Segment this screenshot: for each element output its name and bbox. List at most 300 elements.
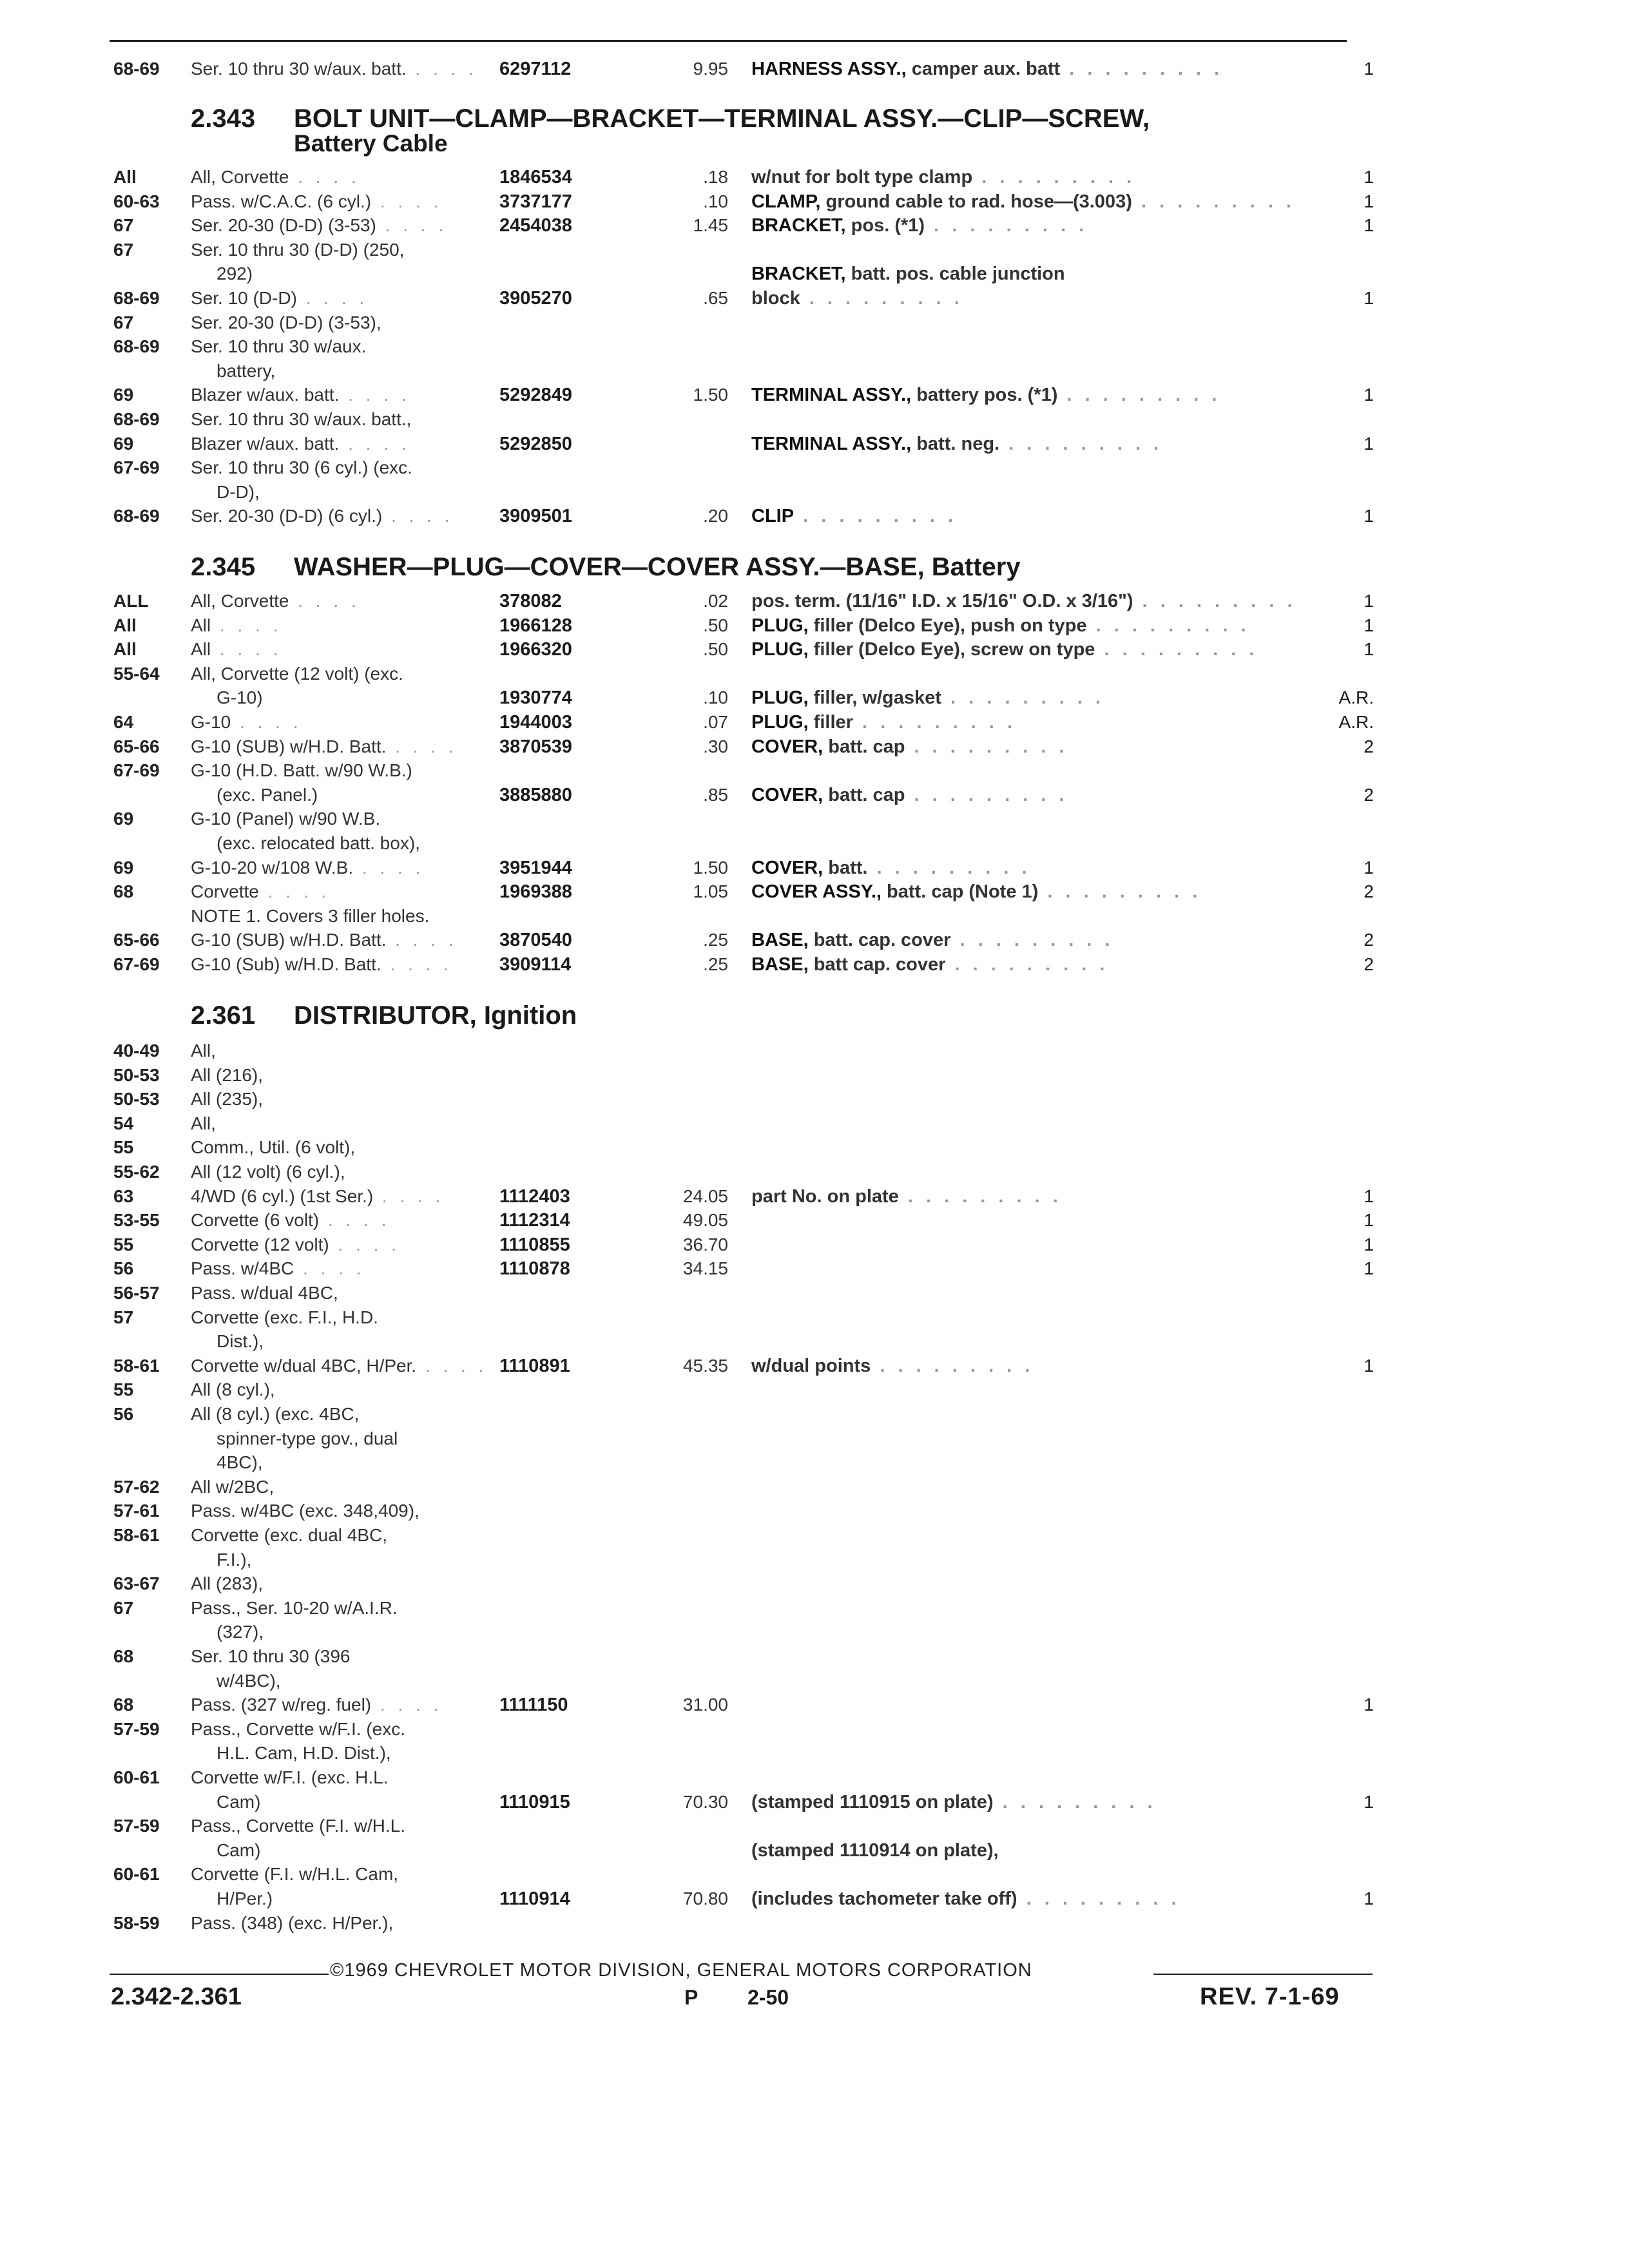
top-rule xyxy=(110,40,1347,42)
part-number: 5292849 xyxy=(499,385,572,406)
list-price: 34.15 xyxy=(682,1258,728,1279)
application: Ser. 20-30 (D-D) (3-53) . . . . xyxy=(191,215,448,236)
quantity: 1 xyxy=(1364,167,1374,187)
application: Corvette w/F.I. (exc. H.L. xyxy=(191,1767,389,1787)
parts-row xyxy=(0,383,1629,407)
part-name: TERMINAL ASSY., xyxy=(751,385,912,406)
part-number: 3909501 xyxy=(499,506,572,527)
application: Ser. 10 thru 30 w/aux. batt. . . . . xyxy=(191,59,477,79)
parts-row xyxy=(0,1087,1629,1111)
part-number: 1110891 xyxy=(499,1355,570,1376)
parts-row xyxy=(0,1814,1629,1838)
model-years: 67 xyxy=(113,1597,134,1618)
model-years: 68 xyxy=(113,1695,134,1715)
application: Ser. 10 thru 30 (D-D) (250, xyxy=(191,239,405,260)
application: Blazer w/aux. batt. . . . . xyxy=(191,385,410,405)
list-price: .25 xyxy=(703,954,728,974)
quantity: 1 xyxy=(1364,1258,1374,1279)
leader-dots: . . . . . . . . . xyxy=(1038,881,1202,903)
list-price: .10 xyxy=(703,687,728,708)
page-letter: P xyxy=(684,1986,699,2009)
part-number: 1846534 xyxy=(499,167,572,187)
leader-dots: . . . . . . . . . xyxy=(999,433,1163,454)
part-detail: batt. cap (Note 1) xyxy=(881,881,1039,903)
model-years: 67 xyxy=(113,312,134,332)
description xyxy=(751,1790,1157,1814)
parts-row xyxy=(0,856,1629,880)
leader-dots: . . . . . . . . . xyxy=(867,857,1031,878)
footer-rule-left xyxy=(110,1974,329,1975)
part-name: TERMINAL ASSY., xyxy=(751,433,912,454)
application: Ser. 10 thru 30 (6 cyl.) (exc. xyxy=(191,457,412,478)
leader-dots: . . . . . . . . . xyxy=(800,288,963,309)
model-years: 68-69 xyxy=(113,506,160,526)
model-years: 57-61 xyxy=(113,1501,160,1521)
quantity: 1 xyxy=(1364,615,1374,635)
leader-dots: . . . . xyxy=(406,59,477,79)
leader-dots: . . . . . . . . . xyxy=(1057,385,1221,406)
parts-row xyxy=(0,1741,1629,1765)
parts-row xyxy=(0,928,1629,952)
part-number: 3737177 xyxy=(499,191,572,212)
model-years: 57-59 xyxy=(113,1718,160,1739)
part-number: 3870539 xyxy=(499,736,572,757)
application: Corvette (exc. F.I., H.D. xyxy=(191,1307,378,1327)
copyright-line: ©1969 CHEVROLET MOTOR DIVISION, GENERAL MOTORS CORPORATION xyxy=(330,1960,1032,1981)
list-price: 1.50 xyxy=(693,857,728,878)
application: 292) xyxy=(217,264,253,284)
parts-row xyxy=(0,1790,1629,1814)
leader-dots: . . . . . . . . . xyxy=(853,712,1016,733)
model-years: 67 xyxy=(113,239,134,260)
model-years: 68-69 xyxy=(113,59,160,79)
application: G-10) xyxy=(217,687,263,708)
quantity: 1 xyxy=(1364,1791,1374,1812)
model-years: 56-57 xyxy=(113,1283,160,1303)
application: Cam) xyxy=(217,1791,261,1812)
parts-row xyxy=(0,1499,1629,1523)
description xyxy=(751,213,1088,238)
part-name: COVER, xyxy=(751,784,824,805)
application: Ser. 10 thru 30 (396 xyxy=(191,1646,351,1666)
leader-dots: . . . . . . . . . xyxy=(905,784,1068,805)
leader-dots: . . . . xyxy=(376,215,448,236)
parts-row xyxy=(0,952,1629,977)
part-number: 5292850 xyxy=(499,433,572,454)
application: G-10 (Panel) w/90 W.B. xyxy=(191,809,381,829)
description xyxy=(751,189,1295,214)
model-years: ALL xyxy=(113,591,149,611)
application: H/Per.) xyxy=(217,1888,273,1908)
model-years: 69 xyxy=(113,857,134,878)
model-years: 56 xyxy=(113,1404,134,1424)
parts-row xyxy=(0,238,1629,262)
description xyxy=(751,783,1068,807)
application: All (235), xyxy=(191,1089,264,1110)
leader-dots: . . . . xyxy=(353,857,425,878)
application: (exc. relocated batt. box), xyxy=(217,833,420,853)
description xyxy=(751,383,1220,407)
leader-dots: . . . . . . . . . xyxy=(1060,59,1224,79)
parts-row xyxy=(0,879,1629,904)
parts-row xyxy=(0,589,1629,613)
leader-dots: . . . . . . . . . xyxy=(794,506,958,527)
list-price: 49.05 xyxy=(682,1210,728,1231)
part-detail: filler xyxy=(808,712,853,733)
model-years: All xyxy=(113,167,137,187)
leader-dots: . . . . xyxy=(289,167,360,187)
model-years: 69 xyxy=(113,385,134,405)
application: NOTE 1. Covers 3 filler holes. xyxy=(191,905,430,926)
parts-row xyxy=(0,1523,1629,1548)
application: Corvette (exc. dual 4BC, xyxy=(191,1525,388,1545)
model-years: 67 xyxy=(113,215,134,236)
model-years: 69 xyxy=(113,809,134,829)
parts-row xyxy=(0,480,1629,505)
leader-dots: . . . . xyxy=(371,191,443,211)
model-years: 53-55 xyxy=(113,1210,160,1231)
leader-dots: . . . . . . . . . xyxy=(898,1186,1062,1207)
application: Corvette (12 volt) . . . . xyxy=(191,1234,400,1254)
part-number: 3885880 xyxy=(499,784,572,805)
leader-dots: . . . . xyxy=(382,506,454,526)
parts-row xyxy=(0,334,1629,359)
part-detail: batt. xyxy=(823,857,868,878)
description xyxy=(751,856,1031,880)
model-years: 57-59 xyxy=(113,1816,160,1836)
part-detail: batt. cap. cover xyxy=(808,930,951,951)
application: F.I.), xyxy=(217,1549,252,1570)
application: 4/WD (6 cyl.) (1st Ser.) . . . . xyxy=(191,1186,445,1206)
list-price: 45.35 xyxy=(682,1355,728,1376)
application: 4BC), xyxy=(217,1452,263,1473)
leader-dots: . . . . . . . . . xyxy=(972,167,1136,187)
part-detail: w/nut for bolt type clamp xyxy=(751,167,973,187)
application: D-D), xyxy=(217,481,260,502)
application: G-10 (Sub) w/H.D. Batt. . . . . xyxy=(191,954,452,974)
leader-dots: . . . . . . . . . xyxy=(1017,1888,1181,1909)
model-years: 60-61 xyxy=(113,1767,160,1787)
model-years: 68 xyxy=(113,881,134,902)
part-detail: batt. cap xyxy=(823,736,905,757)
parts-row xyxy=(0,1911,1629,1936)
application: G-10 (SUB) w/H.D. Batt. . . . . xyxy=(191,736,458,756)
part-detail: batt. pos. cable junction xyxy=(845,264,1065,285)
part-name: BASE, xyxy=(751,954,809,975)
part-detail: (stamped 1110915 on plate) xyxy=(751,1791,994,1812)
list-price: .02 xyxy=(703,591,728,611)
model-years: 60-63 xyxy=(113,191,160,211)
part-detail: camper aux. batt xyxy=(906,59,1061,79)
parts-row xyxy=(0,1039,1629,1063)
application: Ser. 10 (D-D) . . . . xyxy=(191,288,369,308)
application: (327), xyxy=(217,1622,264,1642)
model-years: 54 xyxy=(113,1113,134,1133)
leader-dots: . . . . xyxy=(373,1186,445,1206)
application: Blazer w/aux. batt. . . . . xyxy=(191,433,410,454)
list-price: .20 xyxy=(703,506,728,526)
model-years: 65-66 xyxy=(113,736,160,756)
parts-row xyxy=(0,1378,1629,1402)
description xyxy=(751,1838,999,1863)
part-detail: pos. (*1) xyxy=(845,215,925,236)
parts-row xyxy=(0,662,1629,686)
part-number: 3951944 xyxy=(499,857,572,878)
description xyxy=(751,637,1258,662)
parts-row xyxy=(0,1450,1629,1475)
quantity: 2 xyxy=(1364,784,1374,805)
model-years: 57-62 xyxy=(113,1476,160,1497)
parts-row xyxy=(0,165,1629,189)
list-price: .65 xyxy=(703,288,728,308)
list-price: .85 xyxy=(703,784,728,805)
model-years: 58-61 xyxy=(113,1355,160,1376)
application: spinner-type gov., dual xyxy=(217,1428,398,1448)
part-name: BASE, xyxy=(751,930,809,951)
model-years: 55-64 xyxy=(113,663,160,684)
part-detail: part No. on plate xyxy=(751,1186,899,1207)
leader-dots: . . . . . . . . . xyxy=(993,1791,1157,1812)
part-number: 378082 xyxy=(499,591,562,611)
leader-dots: . . . . xyxy=(381,954,452,974)
parts-row xyxy=(0,1838,1629,1863)
model-years: 55-62 xyxy=(113,1162,160,1182)
model-years: 68 xyxy=(113,1646,134,1666)
leader-dots: . . . . xyxy=(296,288,369,308)
part-name: COVER ASSY., xyxy=(751,881,882,903)
quantity: 2 xyxy=(1364,881,1374,902)
model-years: All xyxy=(113,639,137,660)
application: Corvette w/dual 4BC, H/Per. . . . . xyxy=(191,1355,488,1376)
quantity: 1 xyxy=(1364,59,1374,79)
leader-dots: . . . . xyxy=(339,433,410,454)
description xyxy=(751,735,1068,759)
application: Corvette . . . . xyxy=(191,881,331,902)
parts-row xyxy=(0,1571,1629,1596)
application: (exc. Panel.) xyxy=(217,784,318,805)
part-number: 1110878 xyxy=(499,1258,570,1280)
part-detail: batt. neg. xyxy=(911,433,1000,454)
application: Pass. (348) (exc. H/Per.), xyxy=(191,1912,394,1933)
quantity: 1 xyxy=(1364,1355,1374,1376)
application: Pass. w/4BC . . . . xyxy=(191,1258,365,1279)
quantity: 1 xyxy=(1364,288,1374,308)
description xyxy=(751,1184,1062,1209)
part-number: 3870540 xyxy=(499,930,572,951)
application: Pass., Corvette (F.I. w/H.L. xyxy=(191,1816,405,1836)
model-years: 55 xyxy=(113,1234,134,1254)
application: All . . . . xyxy=(191,639,282,660)
part-name: PLUG, xyxy=(751,639,809,660)
section-number: 2.361 xyxy=(191,1001,256,1030)
parts-row xyxy=(0,1354,1629,1378)
section-title: DISTRIBUTOR, Ignition xyxy=(294,1001,577,1030)
application: All w/2BC, xyxy=(191,1476,275,1497)
parts-row xyxy=(0,504,1629,528)
part-detail: filler, w/gasket xyxy=(808,687,941,709)
parts-row xyxy=(0,1281,1629,1305)
application: All (283), xyxy=(191,1573,264,1594)
application: All (8 cyl.), xyxy=(191,1379,275,1400)
parts-row xyxy=(0,1208,1629,1233)
part-number: 2454038 xyxy=(499,215,572,236)
model-years: 68-69 xyxy=(113,288,160,308)
application: Pass. w/4BC (exc. 348,409), xyxy=(191,1501,419,1521)
description xyxy=(751,710,1016,735)
application: G-10 (H.D. Batt. w/90 W.B.) xyxy=(191,760,412,781)
part-number: 3905270 xyxy=(499,288,572,309)
leader-dots: . . . . xyxy=(386,736,458,756)
description xyxy=(751,286,963,311)
application: All (8 cyl.) (exc. 4BC, xyxy=(191,1404,360,1424)
part-number: 3909114 xyxy=(499,954,572,975)
part-number: 6297112 xyxy=(499,59,572,79)
list-price: 1.45 xyxy=(693,215,728,236)
application: Cam) xyxy=(217,1840,261,1860)
part-detail: batt. cap xyxy=(823,784,905,805)
list-price: 9.95 xyxy=(693,59,728,79)
section-title: WASHER—PLUG—COVER—COVER ASSY.—BASE, Battery xyxy=(294,553,1021,581)
list-price: .30 xyxy=(703,736,728,756)
application: Ser. 10 thru 30 w/aux. batt., xyxy=(191,409,412,429)
parts-row xyxy=(0,613,1629,638)
parts-row xyxy=(0,831,1629,856)
leader-dots: . . . . xyxy=(211,615,282,635)
quantity: 1 xyxy=(1364,1888,1374,1908)
quantity: 1 xyxy=(1364,857,1374,878)
quantity: 2 xyxy=(1364,930,1374,950)
description xyxy=(751,165,1135,189)
description xyxy=(751,928,1113,952)
part-name: PLUG, xyxy=(751,687,809,709)
list-price: 1.50 xyxy=(693,385,728,405)
application: Pass. w/C.A.C. (6 cyl.) . . . . xyxy=(191,191,443,211)
parts-row xyxy=(0,1596,1629,1620)
application: w/4BC), xyxy=(217,1670,281,1691)
description xyxy=(751,952,1108,977)
parts-row xyxy=(0,189,1629,214)
parts-row xyxy=(0,710,1629,735)
model-years: 57 xyxy=(113,1307,134,1327)
model-years: 55 xyxy=(113,1137,134,1158)
quantity: 1 xyxy=(1364,639,1374,660)
model-years: 68-69 xyxy=(113,409,160,429)
parts-row xyxy=(0,1233,1629,1257)
part-detail: filler (Delco Eye), screw on type xyxy=(808,639,1095,660)
section-number: 2.345 xyxy=(191,553,256,581)
part-detail: pos. term. (11/16" I.D. x 15/16" O.D. x 3/16") xyxy=(751,591,1133,611)
model-years: 69 xyxy=(113,433,134,454)
application: All . . . . xyxy=(191,615,282,635)
leader-dots: . . . . xyxy=(371,1695,443,1715)
parts-row xyxy=(0,1135,1629,1160)
leader-dots: . . . . . . . . . xyxy=(1132,191,1295,212)
parts-row xyxy=(0,1693,1629,1717)
description xyxy=(751,879,1201,904)
footer-rule-right xyxy=(1153,1974,1373,1975)
model-years: 68-69 xyxy=(113,336,160,357)
parts-row xyxy=(0,783,1629,807)
part-name: PLUG, xyxy=(751,712,809,733)
list-price: .50 xyxy=(703,639,728,660)
list-price: 24.05 xyxy=(682,1186,728,1206)
part-name: CLIP xyxy=(751,506,795,527)
application: Dist.), xyxy=(217,1331,264,1352)
description xyxy=(751,432,1162,456)
parts-row xyxy=(0,758,1629,783)
part-number: 1110914 xyxy=(499,1888,570,1909)
parts-row xyxy=(0,1329,1629,1354)
list-price: .50 xyxy=(703,615,728,635)
parts-row xyxy=(0,1063,1629,1088)
model-years: 65-66 xyxy=(113,930,160,950)
leader-dots: . . . . xyxy=(289,591,360,611)
part-name: COVER, xyxy=(751,857,824,878)
list-price: .25 xyxy=(703,930,728,950)
model-years: 58-61 xyxy=(113,1525,160,1545)
quantity: 1 xyxy=(1364,1210,1374,1231)
parts-row xyxy=(0,1862,1629,1887)
leader-dots: . . . . xyxy=(258,881,331,902)
model-years: 60-61 xyxy=(113,1864,160,1885)
leader-dots: . . . . . . . . . xyxy=(1086,615,1250,636)
quantity: 2 xyxy=(1364,736,1374,756)
application: All, Corvette (12 volt) (exc. xyxy=(191,663,403,684)
leader-dots: . . . . xyxy=(329,1234,400,1254)
description xyxy=(751,1887,1181,1911)
leader-dots: . . . . xyxy=(386,930,458,950)
parts-row xyxy=(0,1644,1629,1669)
parts-row xyxy=(0,311,1629,335)
leader-dots: . . . . . . . . . xyxy=(1133,591,1296,611)
model-years: 58-59 xyxy=(113,1912,160,1933)
parts-row xyxy=(0,1548,1629,1572)
part-number: 1112403 xyxy=(499,1186,570,1207)
application: Pass. (327 w/reg. fuel) . . . . xyxy=(191,1695,443,1715)
list-price: .10 xyxy=(703,191,728,211)
section-subtitle: Battery Cable xyxy=(294,130,448,157)
part-detail: battery pos. (*1) xyxy=(911,385,1058,406)
part-detail: ground cable to rad. hose—(3.003) xyxy=(820,191,1132,212)
application: Corvette (6 volt) . . . . xyxy=(191,1210,390,1231)
section-title: BOLT UNIT—CLAMP—BRACKET—TERMINAL ASSY.—CLIP—SCREW, xyxy=(294,104,1150,133)
parts-row xyxy=(0,1256,1629,1281)
quantity: 1 xyxy=(1364,1186,1374,1206)
application: All (12 volt) (6 cyl.), xyxy=(191,1162,345,1182)
part-detail: batt cap. cover xyxy=(808,954,946,975)
parts-row xyxy=(0,1427,1629,1451)
parts-row xyxy=(0,432,1629,456)
quantity: 1 xyxy=(1364,385,1374,405)
model-years: 50-53 xyxy=(113,1089,160,1110)
quantity: 1 xyxy=(1364,1234,1374,1254)
application: Pass., Corvette w/F.I. (exc. xyxy=(191,1718,405,1739)
parts-row xyxy=(0,637,1629,662)
part-detail: (includes tachometer take off) xyxy=(751,1888,1017,1909)
parts-row xyxy=(0,262,1629,286)
quantity: 1 xyxy=(1364,1695,1374,1715)
part-number: 1969388 xyxy=(499,881,572,903)
application: Pass., Ser. 10-20 w/A.I.R. xyxy=(191,1597,398,1618)
model-years: 67-69 xyxy=(113,954,160,974)
part-number: 1111150 xyxy=(499,1695,568,1716)
part-number: 1930774 xyxy=(499,687,572,709)
application: Ser. 10 thru 30 w/aux. xyxy=(191,336,367,357)
application: Ser. 20-30 (D-D) (3-53), xyxy=(191,312,381,332)
leader-dots: . . . . . . . . . xyxy=(925,215,1088,236)
description xyxy=(751,57,1223,81)
part-name: BRACKET, xyxy=(751,264,846,285)
